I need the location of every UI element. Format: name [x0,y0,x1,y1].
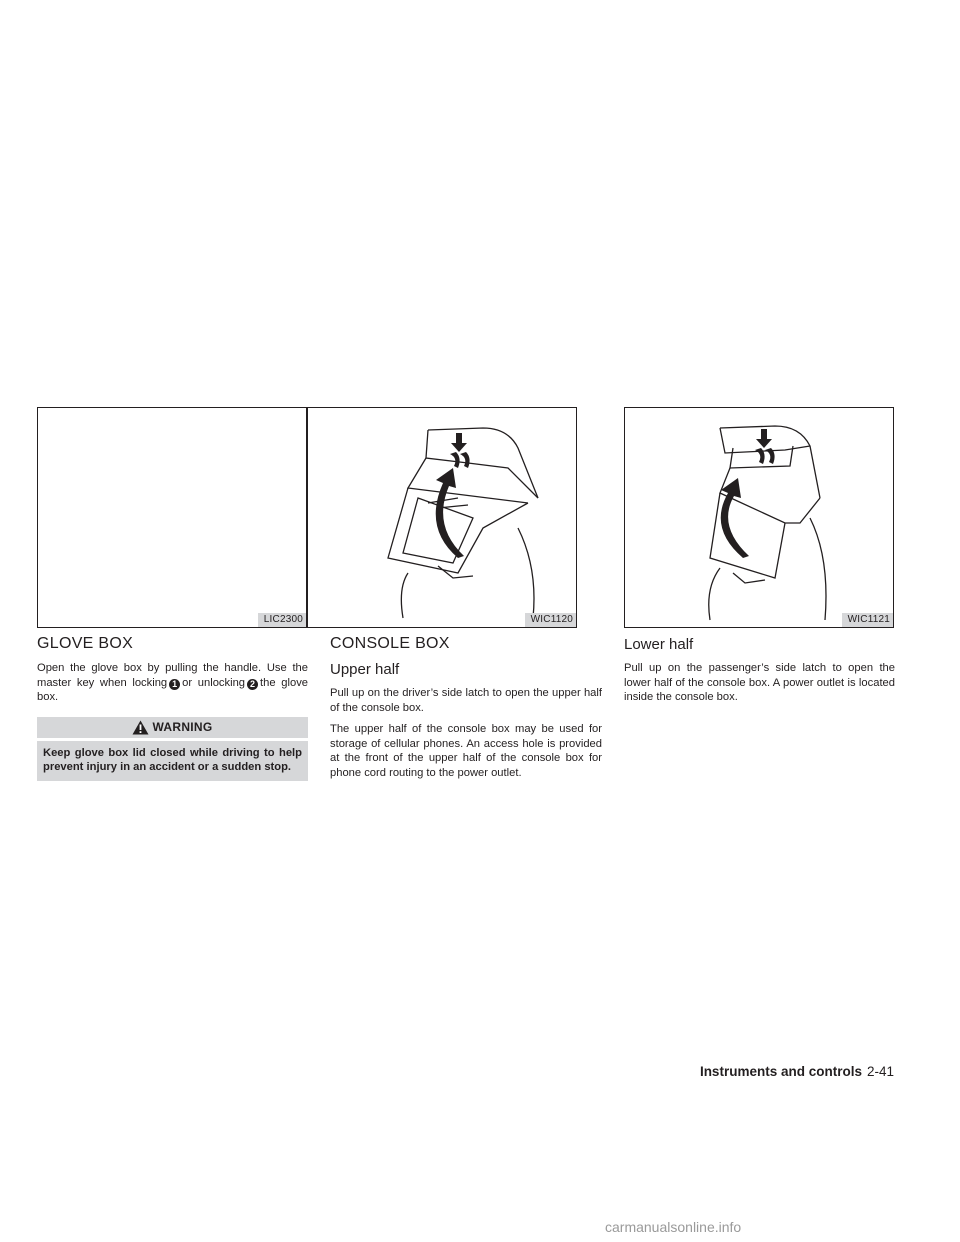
warning-title: WARNING [152,720,213,734]
glove-box-text-1: Open the glove box by pulling the handle. Use the master key when locking [37,662,308,689]
console-box-title: CONSOLE BOX [330,635,450,652]
page-footer [700,1064,894,1079]
lower-half-title: Lower half [624,636,694,653]
glove-box-text-2: or unlocking [182,676,246,689]
figure-code: WIC1121 [842,613,893,627]
glove-box-paragraph [37,661,308,705]
console-upper-illustration [308,408,576,627]
figure-code: WIC1120 [525,613,576,627]
lower-half-section [624,632,895,712]
console-lower-illustration [625,408,893,627]
warning-triangle-icon [132,720,149,735]
figure-console-lower [624,407,894,628]
lower-half-paragraph: Pull up on the passenger’s side latch to open the lower half of the console box. A power outlet is located inside the console box. [624,662,895,703]
warning-header [37,717,308,738]
figure-glove-box [37,407,307,628]
glove-box-title: GLOVE BOX [37,635,134,652]
watermark: carmanualsonline.info [605,1219,742,1235]
page-number: 2-41 [866,1064,894,1079]
warning-text: Keep glove box lid closed while driving to help prevent injury in an accident or a sudden stop. [37,741,308,781]
figure-console-upper [307,407,577,628]
marker-2-icon: 2 [247,679,258,690]
marker-1-icon: 1 [169,679,180,690]
glove-box-text-3: the glove box. [37,676,309,703]
glove-box-section [37,632,308,781]
upper-half-title: Upper half [330,661,400,678]
upper-half-paragraph-1: Pull up on the driver’s side latch to open the upper half of the console box. [330,687,602,714]
upper-half-paragraph-2: The upper half of the console box may be used for storage of cellular phones. An access hole is provided at the front of the upper half of the console box for phone cord routing to the power outlet. [330,723,602,779]
footer-section-title: Instruments and controls [699,1064,862,1079]
figure-code: LIC2300 [258,613,306,627]
console-box-section [330,632,602,787]
